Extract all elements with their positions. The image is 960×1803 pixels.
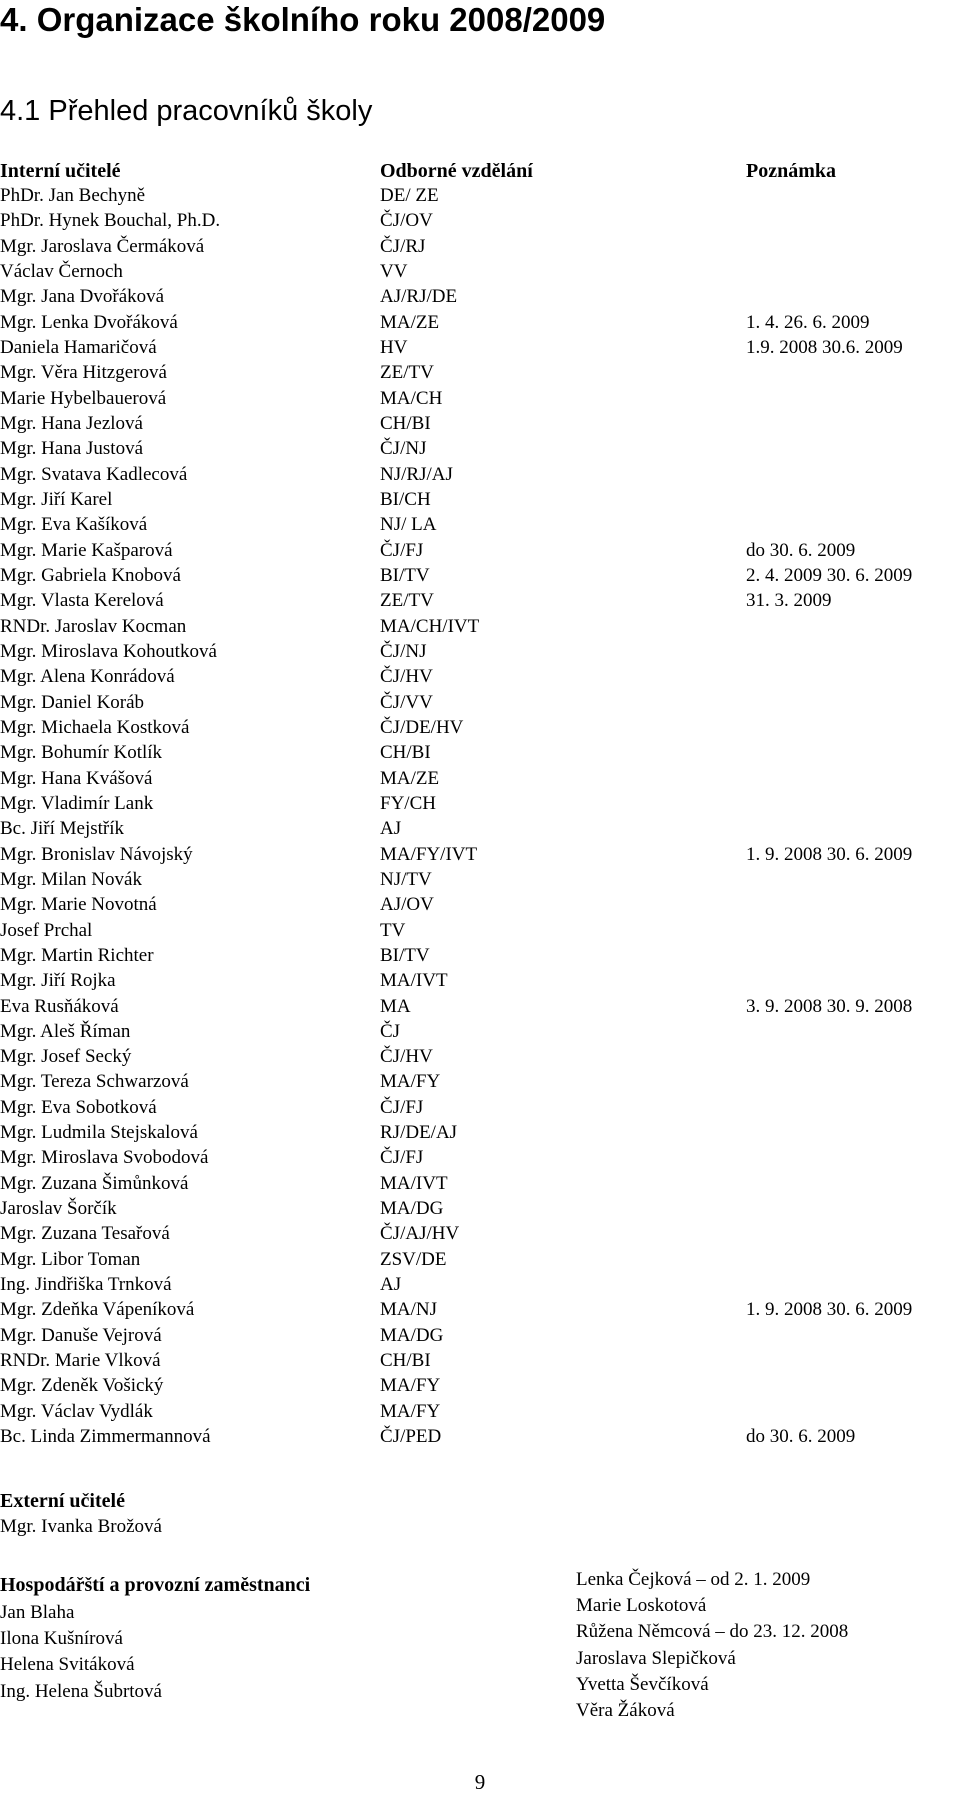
staff-row xyxy=(0,766,960,791)
staff-qualification: ZE/TV xyxy=(380,362,434,384)
staff-row xyxy=(0,284,960,309)
staff-name: Mgr. Martin Richter xyxy=(0,944,154,966)
staff-name: Jaroslav Šorčík xyxy=(0,1198,117,1220)
staff-row xyxy=(0,1399,960,1424)
staff-name: Mgr. Eva Sobotková xyxy=(0,1096,157,1118)
staff-name: Mgr. Věra Hitzgerová xyxy=(0,362,167,384)
support-staff-name: Jaroslava Slepičková xyxy=(576,1647,736,1669)
support-staff-name: Marie Loskotová xyxy=(576,1595,707,1617)
staff-name: Mgr. Václav Vydlák xyxy=(0,1400,153,1422)
staff-qualification: TV xyxy=(380,919,406,941)
staff-name: Mgr. Bohumír Kotlík xyxy=(0,742,163,764)
support-staff-name: Yvetta Ševčíková xyxy=(576,1673,709,1695)
staff-qualification: MA/FY xyxy=(380,1375,441,1397)
support-staff-left-list xyxy=(0,1600,162,1705)
staff-name: Marie Hybelbauerová xyxy=(0,387,167,409)
support-staff-name: Ing. Helena Šubrtová xyxy=(0,1680,162,1702)
staff-name: Mgr. Hana Justová xyxy=(0,438,144,460)
staff-qualification: ČJ/VV xyxy=(380,691,433,713)
staff-row xyxy=(0,487,960,512)
staff-row xyxy=(0,1095,960,1120)
staff-note: 31. 3. 2009 xyxy=(746,590,832,612)
internal-teachers-header: Interní učitelé xyxy=(0,160,121,182)
staff-qualification: NJ/RJ/AJ xyxy=(380,463,453,485)
staff-row xyxy=(0,208,960,233)
staff-row xyxy=(0,360,960,385)
staff-row xyxy=(0,614,960,639)
staff-qualification: ČJ/FJ xyxy=(380,1147,424,1169)
staff-row xyxy=(0,1196,960,1221)
staff-name: Václav Černoch xyxy=(0,260,123,282)
staff-note: do 30. 6. 2009 xyxy=(746,1426,856,1448)
support-staff-name: Jan Blaha xyxy=(0,1602,75,1623)
staff-row xyxy=(0,538,960,563)
staff-name: RNDr. Marie Vlková xyxy=(0,1350,161,1372)
staff-name: Josef Prchal xyxy=(0,919,93,941)
staff-qualification: MA/NJ xyxy=(380,1299,438,1321)
staff-qualification: ČJ/NJ xyxy=(380,438,427,460)
staff-row xyxy=(0,1069,960,1094)
support-staff-title: Hospodářští a provozní zaměstnanci xyxy=(0,1574,311,1596)
staff-row xyxy=(0,968,960,993)
staff-row xyxy=(0,386,960,411)
staff-row xyxy=(0,892,960,917)
staff-row xyxy=(0,1145,960,1170)
staff-name: Mgr. Josef Secký xyxy=(0,1046,132,1068)
staff-name: Bc. Jiří Mejstřík xyxy=(0,818,125,840)
staff-note: 1. 4. 26. 6. 2009 xyxy=(746,311,870,333)
staff-qualification: ČJ/PED xyxy=(380,1426,442,1448)
staff-name: Mgr. Bronislav Návojský xyxy=(0,843,193,865)
staff-qualification: MA/ZE xyxy=(380,311,440,333)
staff-name: Mgr. Tereza Schwarzová xyxy=(0,1071,189,1093)
staff-name: Mgr. Jana Dvořáková xyxy=(0,286,165,308)
staff-row xyxy=(0,1272,960,1297)
staff-qualification: MA/FY/IVT xyxy=(380,843,478,865)
support-staff-name: Ilona Kušnírová xyxy=(0,1628,123,1650)
support-staff-right-list xyxy=(576,1567,848,1724)
staff-qualification: ČJ/FJ xyxy=(380,539,424,561)
staff-qualification: CH/BI xyxy=(380,412,431,434)
staff-row xyxy=(0,1424,960,1449)
staff-row xyxy=(0,436,960,461)
staff-qualification: MA/IVT xyxy=(380,970,448,992)
page-number: 9 xyxy=(474,1770,486,1794)
support-staff-name: Věra Žáková xyxy=(576,1699,675,1721)
staff-row xyxy=(0,1323,960,1348)
staff-qualification: MA/DG xyxy=(380,1198,444,1220)
staff-name: Mgr. Svatava Kadlecová xyxy=(0,463,188,485)
staff-list xyxy=(0,183,960,1449)
staff-note: 1. 9. 2008 30. 6. 2009 xyxy=(746,843,913,865)
staff-qualification: MA/ZE xyxy=(380,767,440,789)
staff-row xyxy=(0,740,960,765)
staff-qualification: BI/TV xyxy=(380,944,430,966)
staff-name: Mgr. Vladimír Lank xyxy=(0,792,154,814)
qualification-header: Odborné vzdělání xyxy=(380,160,533,182)
staff-qualification: DE/ ZE xyxy=(380,185,439,206)
staff-row xyxy=(0,1171,960,1196)
staff-name: Mgr. Marie Kašparová xyxy=(0,539,173,561)
staff-qualification: ČJ/NJ xyxy=(380,640,427,662)
staff-qualification: ČJ/HV xyxy=(380,1046,433,1068)
staff-name: Mgr. Miroslava Kohoutková xyxy=(0,640,217,662)
staff-row xyxy=(0,462,960,487)
staff-name: Mgr. Zuzana Šimůnková xyxy=(0,1172,189,1194)
staff-note: 2. 4. 2009 30. 6. 2009 xyxy=(746,564,913,586)
staff-qualification: NJ/ LA xyxy=(380,514,437,536)
staff-row xyxy=(0,335,960,360)
staff-row xyxy=(0,842,960,867)
staff-name: Mgr. Lenka Dvořáková xyxy=(0,311,178,333)
staff-name: Mgr. Ludmila Stejskalová xyxy=(0,1122,198,1144)
staff-name: Mgr. Milan Novák xyxy=(0,868,142,890)
staff-name: Daniela Hamaričová xyxy=(0,336,157,358)
external-teachers-title: Externí učitelé xyxy=(0,1490,125,1512)
staff-row xyxy=(0,639,960,664)
staff-row xyxy=(0,1019,960,1044)
staff-name: Mgr. Alena Konrádová xyxy=(0,666,175,688)
staff-name: Mgr. Marie Novotná xyxy=(0,894,157,916)
staff-name: Mgr. Jiří Karel xyxy=(0,488,113,510)
note-header: Poznámka xyxy=(746,160,836,182)
staff-row xyxy=(0,1297,960,1322)
staff-row xyxy=(0,690,960,715)
staff-qualification: FY/CH xyxy=(380,792,436,814)
staff-qualification: BI/TV xyxy=(380,564,430,586)
staff-name: Mgr. Gabriela Knobová xyxy=(0,564,181,586)
support-staff-name: Lenka Čejková – od 2. 1. 2009 xyxy=(576,1569,811,1590)
staff-row xyxy=(0,994,960,1019)
staff-row xyxy=(0,183,960,208)
staff-name: PhDr. Jan Bechyně xyxy=(0,185,146,206)
staff-name: Mgr. Zuzana Tesařová xyxy=(0,1223,170,1245)
staff-row xyxy=(0,664,960,689)
staff-row xyxy=(0,1120,960,1145)
staff-qualification: AJ xyxy=(380,818,402,840)
staff-note: 1.9. 2008 30.6. 2009 xyxy=(746,336,903,358)
staff-qualification: ČJ/DE/HV xyxy=(380,716,464,738)
staff-row xyxy=(0,1044,960,1069)
staff-row xyxy=(0,1348,960,1373)
staff-name: Mgr. Hana Kvášová xyxy=(0,767,153,789)
staff-name: Mgr. Michaela Kostková xyxy=(0,716,190,738)
staff-row xyxy=(0,512,960,537)
staff-row xyxy=(0,816,960,841)
staff-name: Mgr. Eva Kašíková xyxy=(0,514,148,536)
staff-qualification: ČJ xyxy=(380,1020,401,1042)
staff-row xyxy=(0,234,960,259)
staff-row xyxy=(0,791,960,816)
staff-qualification: MA/CH/IVT xyxy=(380,615,480,637)
staff-row xyxy=(0,310,960,335)
staff-name: Mgr. Daniel Koráb xyxy=(0,691,145,713)
staff-note: 1. 9. 2008 30. 6. 2009 xyxy=(746,1299,913,1321)
staff-row xyxy=(0,563,960,588)
staff-name: Ing. Jindřiška Trnková xyxy=(0,1274,172,1296)
staff-qualification: ZE/TV xyxy=(380,590,434,612)
support-staff-name: Helena Svitáková xyxy=(0,1654,135,1676)
staff-name: Mgr. Jaroslava Čermáková xyxy=(0,235,205,257)
staff-name: Mgr. Aleš Říman xyxy=(0,1020,131,1042)
staff-qualification: HV xyxy=(380,336,408,358)
staff-row xyxy=(0,1247,960,1272)
support-staff-name: Růžena Němcová – do 23. 12. 2008 xyxy=(576,1621,849,1643)
staff-name: Mgr. Vlasta Kerelová xyxy=(0,590,164,612)
external-teacher-name: Mgr. Ivanka Brožová xyxy=(0,1516,162,1537)
staff-qualification: ČJ/AJ/HV xyxy=(380,1223,460,1245)
staff-qualification: ČJ/FJ xyxy=(380,1096,424,1118)
staff-row xyxy=(0,715,960,740)
staff-qualification: ČJ/OV xyxy=(380,210,433,232)
staff-qualification: RJ/DE/AJ xyxy=(380,1122,458,1144)
section-title: 4.1 Přehled pracovníků školy xyxy=(0,95,373,127)
staff-qualification: ČJ/RJ xyxy=(380,235,426,257)
staff-name: Mgr. Hana Jezlová xyxy=(0,412,143,434)
staff-qualification: ZSV/DE xyxy=(380,1248,447,1270)
staff-row xyxy=(0,943,960,968)
staff-qualification: MA/CH xyxy=(380,387,443,409)
staff-row xyxy=(0,259,960,284)
staff-name: Mgr. Danuše Vejrová xyxy=(0,1324,162,1346)
staff-row xyxy=(0,867,960,892)
staff-name: Mgr. Zdeněk Vošický xyxy=(0,1375,164,1397)
staff-row xyxy=(0,918,960,943)
staff-qualification: AJ xyxy=(380,1274,402,1296)
staff-name: Eva Rusňáková xyxy=(0,995,119,1017)
staff-qualification: MA/DG xyxy=(380,1324,444,1346)
staff-row xyxy=(0,588,960,613)
staff-name: Mgr. Miroslava Svobodová xyxy=(0,1147,209,1169)
staff-name: PhDr. Hynek Bouchal, Ph.D. xyxy=(0,210,221,232)
staff-row xyxy=(0,1373,960,1398)
staff-row xyxy=(0,1221,960,1246)
staff-qualification: AJ/RJ/DE xyxy=(380,286,458,308)
chapter-title: 4. Organizace školního roku 2008/2009 xyxy=(0,1,606,38)
staff-qualification: MA xyxy=(380,995,411,1017)
staff-name: RNDr. Jaroslav Kocman xyxy=(0,615,187,637)
staff-qualification: MA/FY xyxy=(380,1400,441,1422)
staff-qualification: CH/BI xyxy=(380,1350,431,1372)
staff-row xyxy=(0,411,960,436)
staff-qualification: MA/IVT xyxy=(380,1172,448,1194)
staff-name: Mgr. Zdeňka Vápeníková xyxy=(0,1299,195,1321)
staff-note: 3. 9. 2008 30. 9. 2008 xyxy=(746,995,913,1017)
staff-note: do 30. 6. 2009 xyxy=(746,539,856,561)
staff-name: Mgr. Libor Toman xyxy=(0,1248,141,1270)
staff-name: Mgr. Jiří Rojka xyxy=(0,970,116,992)
staff-qualification: NJ/TV xyxy=(380,868,432,890)
staff-qualification: ČJ/HV xyxy=(380,666,433,688)
staff-qualification: BI/CH xyxy=(380,488,431,510)
staff-qualification: AJ/OV xyxy=(380,894,434,916)
staff-qualification: CH/BI xyxy=(380,742,431,764)
staff-qualification: VV xyxy=(380,260,408,282)
staff-qualification: MA/FY xyxy=(380,1071,441,1093)
staff-name: Bc. Linda Zimmermannová xyxy=(0,1426,211,1448)
